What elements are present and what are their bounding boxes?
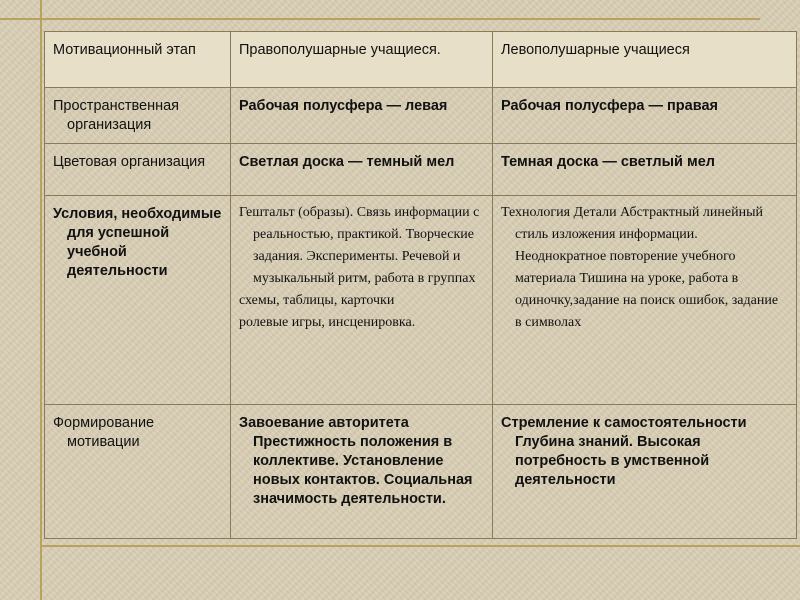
decorative-vertical-line — [40, 0, 42, 600]
table-cell: Завоевание авторитета Престижность положения в коллективе. Установление новых контактов. Социальная значимость деятельности. — [231, 405, 493, 539]
header-cell: Правополушарные учащиеся. — [231, 32, 493, 88]
decorative-top-line — [0, 18, 760, 20]
table-cell: Стремление к самостоятельности Глубина знаний. Высокая потребность в умственной деятельности — [493, 405, 797, 539]
table-cell: Темная доска — светлый мел — [493, 144, 797, 196]
table-cell: Гештальт (образы). Связь информации с реальностью, практикой. Творческие задания. Эксперименты. Речевой и музыкальный ритм, работа в группах схемы, таблицы, карточки ролевые игры, инсценировка. — [231, 196, 493, 405]
table-row — [45, 88, 797, 144]
table-cell: Технология Детали Абстрактный линейный стиль изложения информации. Неоднократное повторение учебного материала Тишина на уроке, работа в одиночку,задание на поиск ошибок, задание в символах — [493, 196, 797, 405]
table-cell: Светлая доска — темный мел — [231, 144, 493, 196]
table-cell: Рабочая полусфера — левая — [231, 88, 493, 144]
table-row — [45, 144, 797, 196]
row-label-cell: Пространственная организация — [45, 88, 231, 144]
header-cell: Левополушарные учащиеся — [493, 32, 797, 88]
decorative-bottom-line — [40, 545, 800, 547]
table-row — [45, 196, 797, 405]
row-label-cell: Цветовая организация — [45, 144, 231, 196]
table-row — [45, 405, 797, 539]
comparison-table — [44, 31, 797, 539]
row-label-cell: Условия, необходимые для успешной учебной деятельности — [45, 196, 231, 405]
row-label-cell: Формирование мотивации — [45, 405, 231, 539]
table-cell: Рабочая полусфера — правая — [493, 88, 797, 144]
header-cell: Мотивационный этап — [45, 32, 231, 88]
table-header-row — [45, 32, 797, 88]
